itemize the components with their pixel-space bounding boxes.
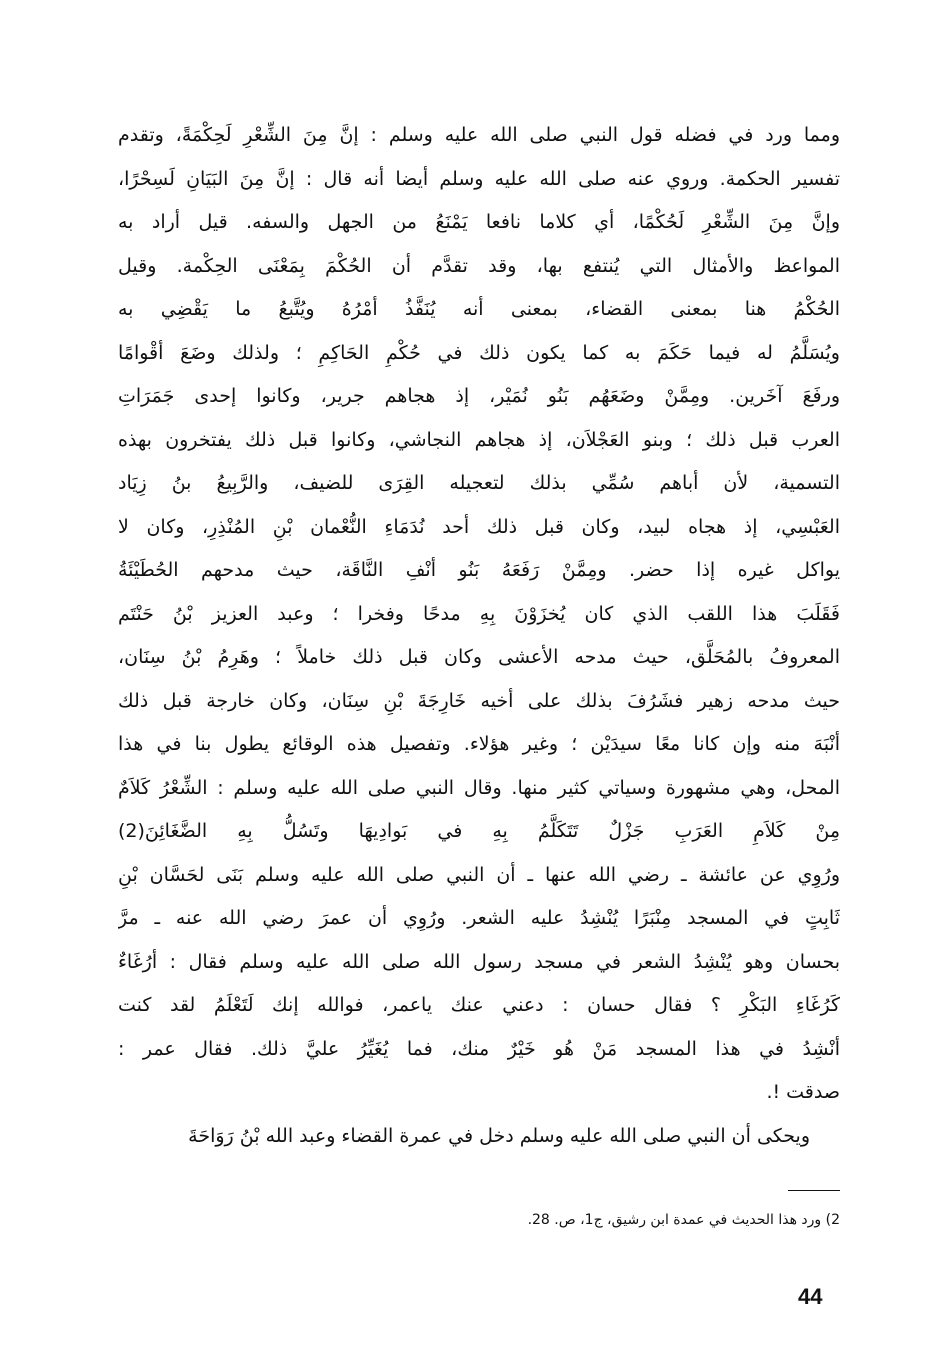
text-line: بحسان وهو يُنْشِدُ الشعر في مسجد رسول الله صلى الله عليه وسلم فقال : أرُغَاءٌ (118, 950, 840, 973)
text-line: المحل، وهي مشهورة وسياتي كثير منها. وقال النبي صلى الله عليه وسلم : الشِّعْرُ كَلاَمٌ (118, 776, 840, 799)
footnote: 2) ورد هذا الحديث في عمدة ابن رشيق، ج1، ص. 28. (527, 1212, 840, 1228)
text-line: يواكل غيره إذا حضر. ومِمَّنْ رَفَعَهُ بَنُو أنْفِ النَّاقَة، حيث مدحهم الحُطَيْئَةُ (118, 559, 840, 581)
text-line: ثَابِتٍ في المسجد مِنْبَرًا يُنْشِدُ عليه الشعر. ورُوِي أن عمرَ رضي الله عنه ـ مرَّ (118, 907, 840, 929)
text-line: أنْبَهَ منه وإن كانا معًا سيدَيْن ؛ وغير هؤلاء. وتفصيل هذه الوقائع يطول بنا في هذا (118, 733, 840, 755)
text-line: حيث مدحه زهير فشَرُفَ بذلك على أخيه خَارِجَةَ بْنِ سِنَان، وكان خارجة قبل ذلك (118, 689, 840, 712)
text-line: أنْشِدُ في هذا المسجد مَنْ هُو خَيْرٌ منك، فما يُغَيِّرُ عليَّ ذلك. فقال عمر : (118, 1037, 840, 1060)
page-number: 44 (798, 1284, 823, 1309)
text-line: المواعظ والأمثال التي يُنتفع بها، وقد تقدَّم أن الحُكْمَ بِمَعْنَى الحِكْمة. وقيل (118, 254, 840, 277)
text-line: التسمية، لأن أباهم سُمِّي بذلك لتعجيله القِرَى للضيف، والرَّبِيعُ بنُ زِيَاد (118, 472, 840, 494)
text-line: ومما ورد في فضله قول النبي صلى الله عليه وسلم : إنَّ مِنَ الشِّعْرِ لَحِكْمَةً، وتقدم (118, 124, 840, 146)
text-line: صدقت !. (766, 1081, 840, 1103)
text-line: العَبْسِي، إذ هجاه لبيد، وكان قبل ذلك أحد نُدَمَاءِ النُّعْمان بْنِ المُنْذِرِ، وكان لا (118, 515, 840, 538)
text-line: ورفَعَ آخَرين. ومِمَّنْ وضَعَهُم بَنُو نُمَيْر، إذ هجاهم جرير، وكانوا إحدى جَمَرَاتِ (118, 385, 840, 407)
footnote-divider (788, 1190, 840, 1191)
text-line: تفسير الحكمة. وروي عنه صلى الله عليه وسلم أيضا أنه قال : إنَّ مِنَ البَيَانِ لَسِحْرًا، (118, 167, 840, 190)
text-line: العرب قبل ذلك ؛ وبنو العَجْلاَن، إذ هجاهم النجاشي، وكانوا قبل ذلك يفتخرون بهذه (118, 428, 840, 451)
text-line: مِنْ كَلاَمِ العَرَبِ جَزْلٌ تَتَكَلَّمُ بِهِ في بَوادِيهَا وتَسُلُّ بِهِ الضَّغَائِنَ(2) (118, 820, 840, 842)
page-body-text (118, 114, 840, 1158)
text-line: ويحكى أن النبي صلى الله عليه وسلم دخل في عمرة القضاء وعبد الله بْنُ رَوَاحَةَ (188, 1124, 810, 1147)
text-line: ورُوِي عن عائشة ـ رضي الله عنها ـ أن النبي صلى الله عليه وسلم بَنَى لحَسَّان بْنِ (118, 863, 840, 886)
text-line: الحُكْمُ هنا بمعنى القضاء، بمعنى أنه يُنَفَّذُ أمْرُهُ ويُتَّبعُ ما يَقْضِي به (118, 298, 840, 320)
text-line: فَقَلَبَ هذا اللقب الذي كان يُخزَوْنَ بِهِ مدحًا وفخرا ؛ وعبد العزيز بْنُ حَنْتَم (118, 602, 840, 625)
text-line: المعروفُ بالمُحَلَّق، حيث مدحه الأعشى وكان قبل ذلك خاملاً ؛ وهَرِمُ بْنُ سِنَان، (118, 646, 840, 668)
text-line: وإنَّ مِنَ الشِّعْرِ لَحُكْمًا، أي كلاما نافعا يَمْنَعُ من الجهل والسفه. قيل أراد به (118, 211, 840, 233)
text-line: كَرُغَاءِ البَكْرِ ؟ فقال حسان : دعني عنك ياعمر، فوالله إنك لَتَعْلَمُ لقد كنت (118, 994, 840, 1016)
text-line: ويُسَلَّمُ له فيما حَكَمَ به كما يكون ذلك في حُكْمِ الحَاكِمِ ؛ ولذلك وضَعَ أقْوامًا (118, 341, 840, 364)
